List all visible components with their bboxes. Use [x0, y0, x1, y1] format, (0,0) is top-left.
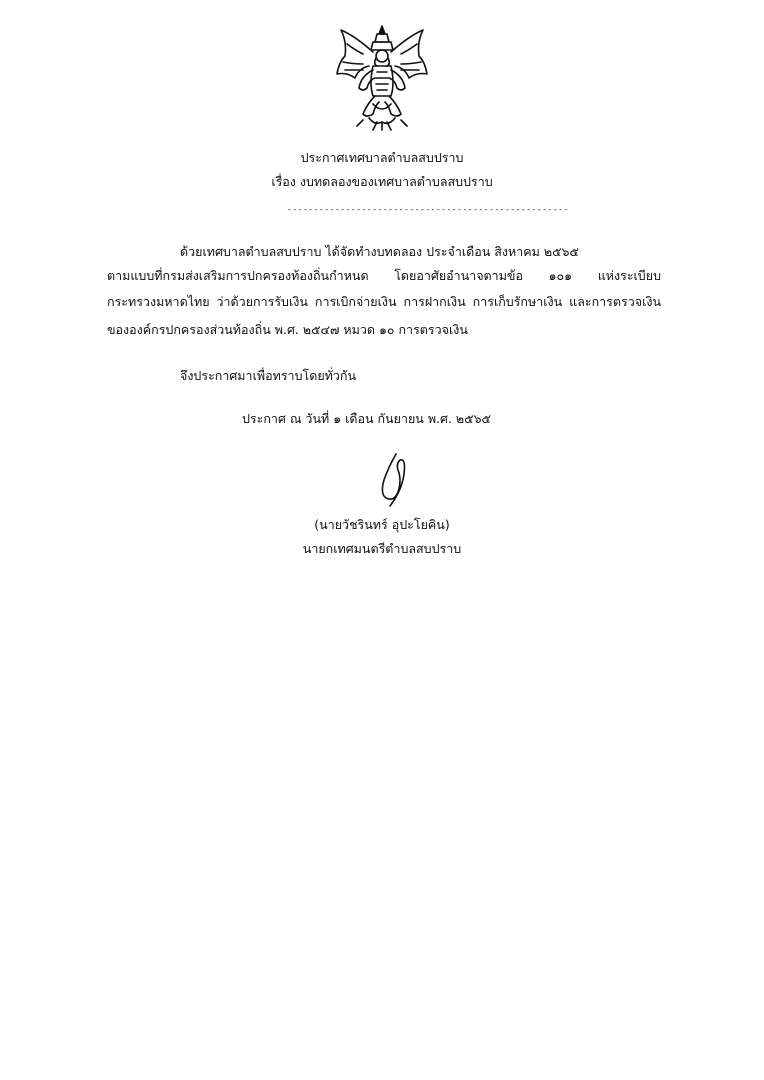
- handwritten-signature: [366, 450, 416, 510]
- body-line-1: ด้วยเทศบาลตำบลสบปราบ ได้จัดทำงบทดลอง ประจำเดือน สิงหาคม ๒๕๖๕: [180, 244, 579, 259]
- body-line-2: ตามแบบที่กรมส่งเสริมการปกครองท้องถิ่นกำหนด โดยอาศัยอำนาจตามข้อ ๑๐๑ แห่งระเบียบ: [107, 268, 661, 283]
- signer-position: นายกเทศมนตรีตำบลสบปราบ: [302, 541, 462, 556]
- body-line-4: ขององค์กรปกครองส่วนท้องถิ่น พ.ศ. ๒๕๔๗ หมวด ๑๐ การตรวจเงิน: [107, 322, 468, 337]
- announcement-title: ประกาศเทศบาลตำบลสบปราบ: [300, 150, 464, 165]
- given-date: ประกาศ ณ วันที่ ๑ เดือน กันยายน พ.ศ. ๒๕๖๕: [242, 411, 492, 426]
- signer-name: (นายวัชรินทร์ อุปะโยคิน): [314, 517, 450, 532]
- garuda-emblem: [333, 22, 431, 132]
- announcement-subject: เรื่อง งบทดลองของเทศบาลตำบลสบปราบ: [271, 174, 493, 189]
- body-line-3: กระทรวงมหาดไทย ว่าด้วยการรับเงิน การเบิกจ่ายเงิน การฝากเงิน การเก็บรักษาเงิน และการตรวจเงิน: [107, 294, 661, 309]
- announcement-closing: จึงประกาศมาเพื่อทราบโดยทั่วกัน: [180, 368, 357, 383]
- title-divider: -----------------------------------------------------: [287, 205, 569, 214]
